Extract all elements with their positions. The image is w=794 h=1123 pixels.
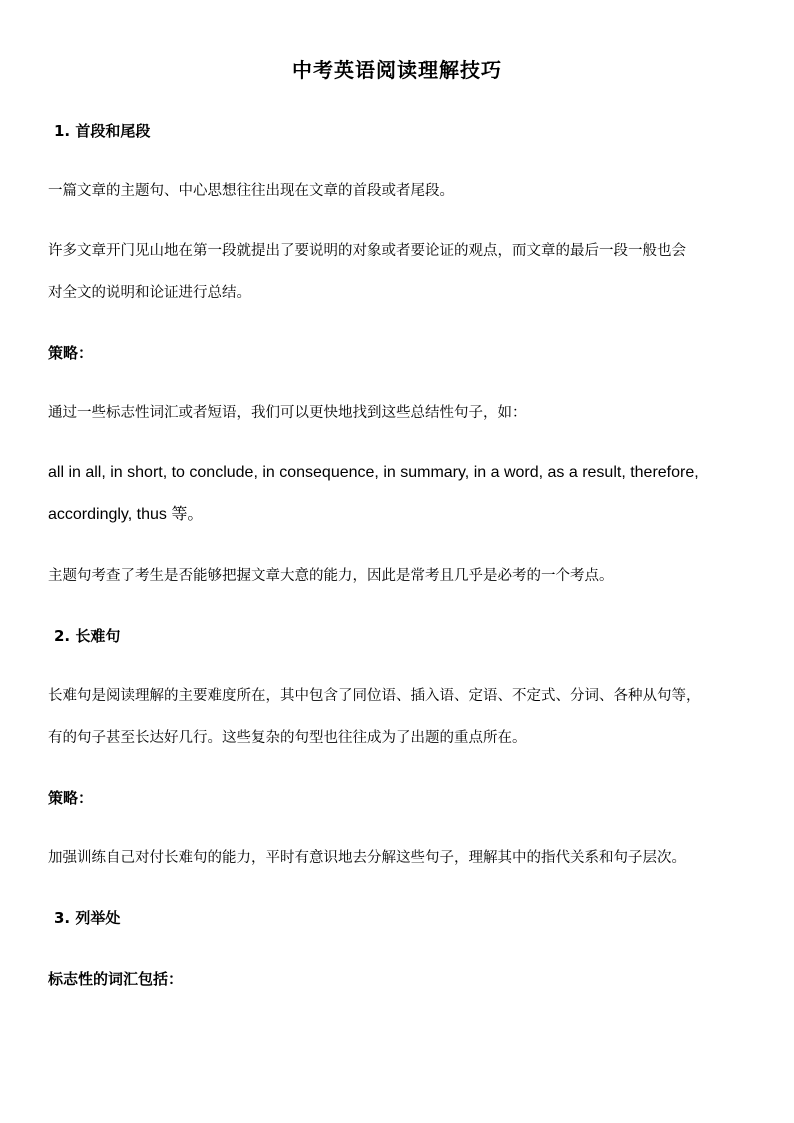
section-1-paragraph-2-line-2: 对全文的说明和论证进行总结。 — [48, 285, 251, 301]
section-1-examples-line-1: all in all, in short, to conclude, in consequence, in summary, in a word, as a result, therefore, — [48, 464, 699, 481]
section-2-heading: 2. 长难句 — [54, 627, 121, 645]
section-2-paragraph-line-2: 有的句子甚至长达好几行。这些复杂的句型也往往成为了出题的重点所在。 — [48, 730, 527, 746]
section-1-conclusion: 主题句考查了考生是否能够把握文章大意的能力，因此是常考且几乎是必考的一个考点。 — [48, 568, 614, 584]
section-1-paragraph-1: 一篇文章的主题句、中心思想往往出现在文章的首段或者尾段。 — [48, 183, 454, 199]
section-1-strategy-label: 策略： — [48, 344, 94, 362]
section-3-heading: 3. 列举处 — [54, 909, 121, 927]
section-2-strategy-label: 策略： — [48, 789, 94, 807]
section-1-heading: 1. 首段和尾段 — [54, 122, 151, 140]
document-title: 中考英语阅读理解技巧 — [292, 58, 502, 82]
section-3-label: 标志性的词汇包括： — [48, 970, 184, 988]
section-1-strategy-text: 通过一些标志性词汇或者短语，我们可以更快地找到这些总结性句子，如： — [48, 405, 527, 421]
section-1-paragraph-2-line-1: 许多文章开门见山地在第一段就提出了要说明的对象或者要论证的观点，而文章的最后一段一般也会 — [48, 243, 686, 259]
section-2-strategy-text: 加强训练自己对付长难句的能力，平时有意识地去分解这些句子，理解其中的指代关系和句子层次。 — [48, 850, 686, 866]
section-1-examples-line-2: accordingly, thus 等。 — [48, 506, 204, 523]
section-2-paragraph-line-1: 长难句是阅读理解的主要难度所在，其中包含了同位语、插入语、定语、不定式、分词、各种从句等， — [48, 688, 701, 704]
